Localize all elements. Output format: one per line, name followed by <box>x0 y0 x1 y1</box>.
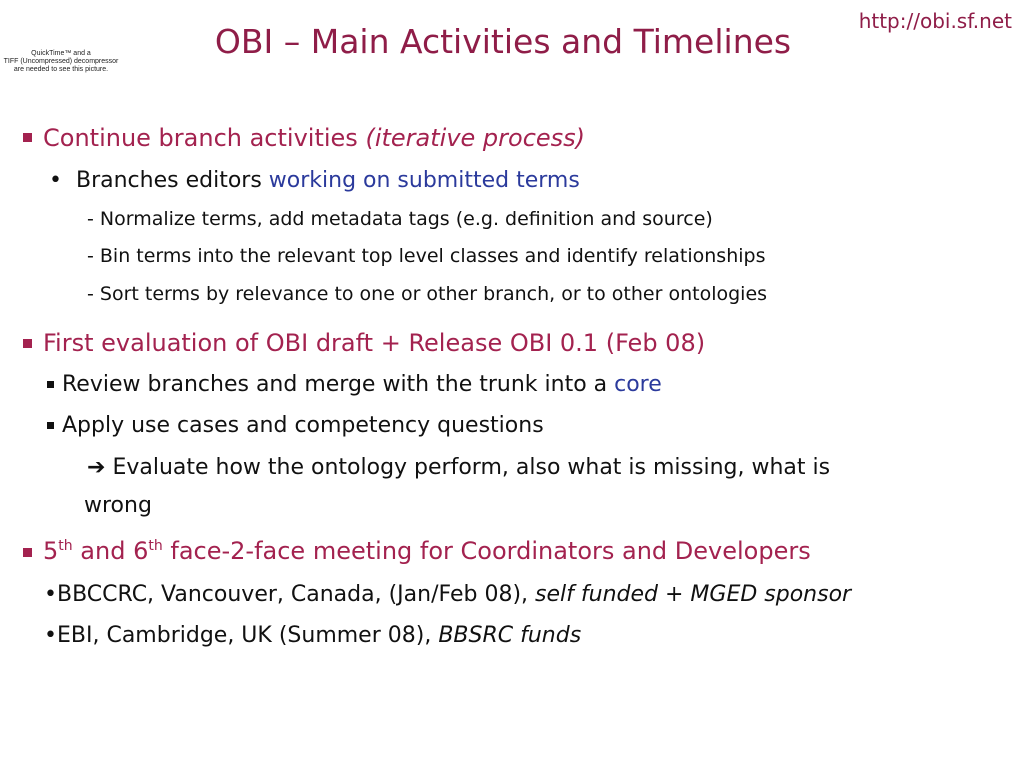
dot-bullet-icon: • <box>44 623 57 648</box>
ordinal-suffix: th <box>58 538 73 554</box>
sub-item-evaluate <box>87 455 830 480</box>
bullet-apply-use-cases: Apply use cases and competency questions <box>62 413 544 438</box>
section-bullet-icon <box>23 133 32 142</box>
square-bullet-icon <box>47 422 54 429</box>
sub-item-text: Evaluate how the ontology perform, also what is missing, what is <box>112 455 831 480</box>
square-bullet-icon <box>47 381 54 388</box>
bullet-text: EBI, Cambridge, UK (Summer 08), <box>56 623 432 648</box>
bullet-ebi <box>44 623 581 648</box>
sub-item: - Normalize terms, add metadata tags (e.g. definition and source) <box>87 208 713 230</box>
section-bullet-icon <box>23 339 32 348</box>
ordinal-suffix: th <box>148 538 163 554</box>
section-heading-evaluation: First evaluation of OBI draft + Release OBI 0.1 (Feb 08) <box>43 329 706 357</box>
bullet-emphasis: BBSRC funds <box>438 623 582 648</box>
bullet-branches-editors <box>49 168 580 193</box>
sub-item: - Bin terms into the relevant top level classes and identify relationships <box>87 245 766 267</box>
heading-and: and 6 <box>80 537 149 565</box>
bullet-plus: + <box>664 582 684 607</box>
bullet-text: Branches editors <box>75 168 262 193</box>
arrow-right-icon: ➔ <box>87 455 106 480</box>
sub-item-evaluate-continued: wrong <box>84 493 152 518</box>
bullet-text: Review branches and merge with the trunk into a <box>62 372 608 397</box>
bullet-review-branches <box>62 372 662 397</box>
slide-title: OBI – Main Activities and Timelines <box>214 22 792 61</box>
bullet-highlight: core <box>614 372 662 397</box>
quicktime-note-line: are needed to see this picture. <box>13 66 109 73</box>
bullet-emphasis: MGED sponsor <box>690 582 852 607</box>
section-heading-meetings <box>43 537 811 565</box>
bullet-bbccrc <box>44 582 851 607</box>
section-heading-continue <box>43 124 585 152</box>
quicktime-note-line: QuickTime™ and a <box>31 50 91 57</box>
heading-number: 5 <box>43 537 59 565</box>
project-url: http://obi.sf.net <box>858 9 1012 33</box>
bullet-text: BBCCRC, Vancouver, Canada, (Jan/Feb 08), <box>56 582 529 607</box>
heading-rest: face-2-face meeting for Coordinators and Developers <box>170 537 811 565</box>
bullet-emphasis: self funded <box>535 582 658 607</box>
section-heading-text: Continue branch activities <box>43 124 358 152</box>
dot-bullet-icon: • <box>49 168 62 193</box>
bullet-highlight: working on submitted terms <box>268 168 580 193</box>
quicktime-note-line: TIFF (Uncompressed) decompressor <box>3 58 119 65</box>
section-heading-note: (iterative process) <box>365 124 586 152</box>
sub-item: - Sort terms by relevance to one or other branch, or to other ontologies <box>87 283 768 305</box>
dot-bullet-icon: • <box>44 582 57 607</box>
section-bullet-icon <box>23 548 32 557</box>
